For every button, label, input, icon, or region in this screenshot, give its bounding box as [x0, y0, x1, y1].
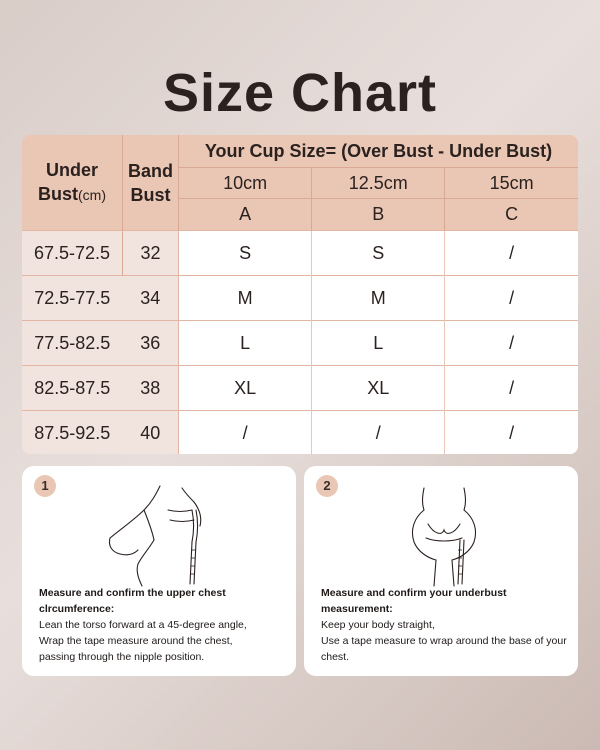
step-number-badge: 1 [34, 475, 56, 497]
step-description: Measure and confirm the upper chest clrcumference: Lean the torso forward at a 45-degree angle, Wrap the tape measure around the chest, passing through the nipple position. [39, 587, 247, 663]
size-cell: M [312, 276, 445, 321]
step-card-upper-chest [22, 466, 296, 676]
size-cell: M [179, 276, 312, 321]
size-chart-table [22, 135, 578, 454]
step-number-badge: 2 [316, 475, 338, 497]
band-cell: 34 [123, 276, 179, 321]
under-bust-header: Under Bust(cm) [22, 135, 123, 231]
under-bust-cell: 72.5-77.5 [22, 276, 123, 321]
under-bust-cell: 82.5-87.5 [22, 366, 123, 411]
band-cell: 36 [123, 321, 179, 366]
table-row [22, 321, 578, 366]
cup-diff-c: 15cm [445, 168, 578, 199]
band-cell: 38 [123, 366, 179, 411]
band-cell: 32 [123, 231, 179, 276]
size-cell: XL [179, 366, 312, 411]
upper-chest-measure-illustration [82, 480, 242, 590]
cup-letter-a: A [179, 199, 312, 231]
size-cell: S [312, 231, 445, 276]
size-cell: / [179, 411, 312, 455]
size-cell: XL [312, 366, 445, 411]
step-description: Measure and confirm your underbust measurement: Keep your body straight, Use a tape measure to wrap around the base of your chest. [321, 587, 567, 663]
size-cell: / [445, 411, 578, 455]
under-bust-cell: 77.5-82.5 [22, 321, 123, 366]
cup-diff-b: 12.5cm [312, 168, 445, 199]
size-cell: / [445, 276, 578, 321]
cup-size-title: Your Cup Size= (Over Bust - Under Bust) [179, 135, 579, 168]
size-cell: / [445, 231, 578, 276]
size-cell: L [312, 321, 445, 366]
table-row [22, 366, 578, 411]
underbust-measure-illustration [364, 480, 524, 590]
table-row [22, 411, 578, 455]
band-cell: 40 [123, 411, 179, 455]
table-row [22, 231, 578, 276]
cup-diff-a: 10cm [179, 168, 312, 199]
under-bust-cell: 67.5-72.5 [22, 231, 123, 276]
page-title: Size Chart [162, 63, 438, 123]
cup-letter-c: C [445, 199, 578, 231]
size-cell: L [179, 321, 312, 366]
step-card-underbust [304, 466, 578, 676]
band-bust-header: Band Bust [123, 135, 179, 231]
table-row [22, 276, 578, 321]
cup-letter-b: B [312, 199, 445, 231]
size-cell: / [312, 411, 445, 455]
size-cell: / [445, 321, 578, 366]
under-bust-cell: 87.5-92.5 [22, 411, 123, 455]
size-cell: S [179, 231, 312, 276]
size-cell: / [445, 366, 578, 411]
